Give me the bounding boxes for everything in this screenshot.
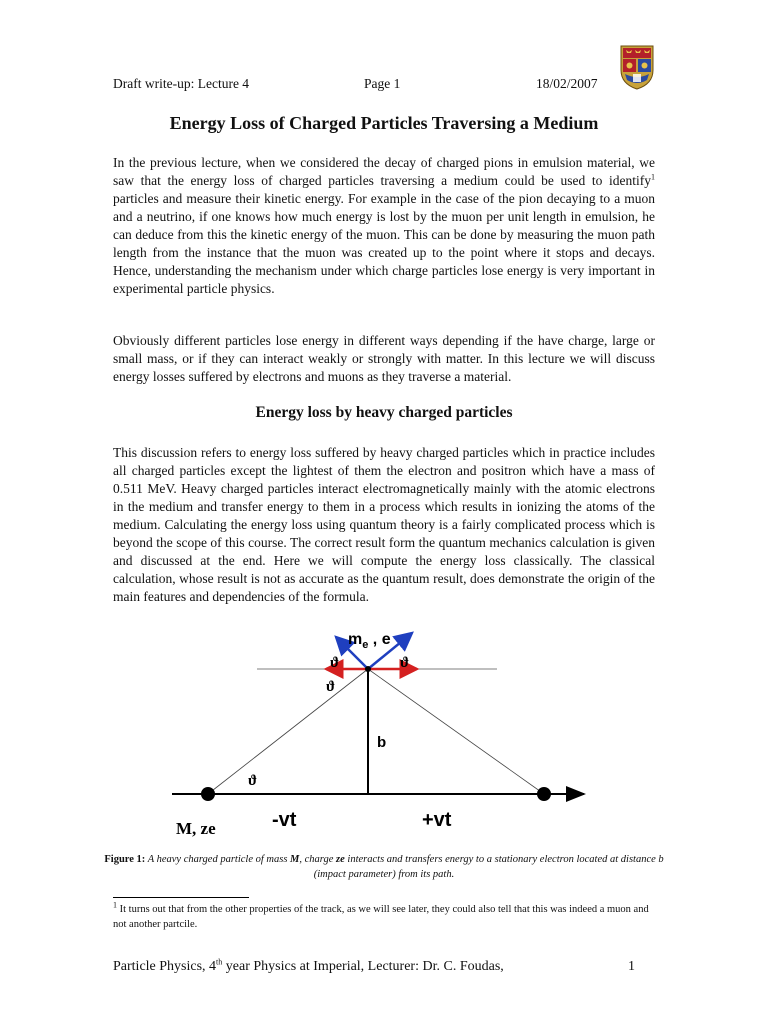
diagonal-left	[208, 669, 368, 794]
footnote-ref: 1	[651, 172, 655, 182]
footnote: $^1$ It turns out that from the other properties of the track, as we will see later, they could also tell that this was indeed a muon and not another partcile.	[113, 900, 649, 930]
header-left: Draft write-up: Lecture 4	[113, 76, 250, 91]
electron-dot	[365, 666, 371, 672]
label-plus-vt: +vt	[422, 809, 452, 831]
label-electron: $m_e$ , e	[348, 631, 391, 651]
theta-label-1: ϑ	[330, 655, 339, 671]
figure-1-diagram	[160, 622, 600, 847]
page-title: Energy Loss of Charged Particles Traversing a Medium	[169, 113, 599, 133]
paragraph-intro: In the previous lecture, when we considered the decay of charged pions in emulsion material, we saw that the energy loss of charged particles traversing a medium could be used to identify$^1$ particles and measure their kinetic energy. For example in the case of the pion decaying to a muon and a neutrino, if one knows how much energy is lost by the muon per unit length in emulsion, he can deduce from this the kinetic energy of the muon. This can be done by measuring the muon path length from the instance that the muon was created up to the point where it stops and decays. Hence, understanding the mechanism under which charge particles lose energy is very important in experimental particle physics.	[113, 155, 655, 296]
theta-label-3: ϑ	[326, 679, 335, 695]
figure-caption: Figure 1: A heavy charged particle of mass M, charge ze interacts and transfers energy to a stationary electron located at distance b (impact parameter) from its path.	[104, 854, 664, 880]
footnote-rule	[113, 897, 249, 898]
section-heading: Energy loss by heavy charged particles	[255, 404, 513, 421]
header-page: Page 1	[364, 76, 401, 91]
heavy-particle-dot	[201, 787, 215, 801]
footer-page-number: 1	[628, 959, 635, 974]
paragraph-heavy-particles: This discussion refers to energy loss suffered by heavy charged particles which in practice includes all charged particles except the lightest of them the electron and positron which have a mass of 0.511 MeV. Heavy charged particles interact electromagnetically mainly with the atomic electrons in the medium and transfer energy to them in a process which results in ionizing the atoms of the medium. Calculating the energy loss using quantum theory is a fairly complicated process which is beyond the scope of this course. The correct result form the quantum mechanics calculation is given and discussed at the end. Here we will compute the energy loss classically. The classical calculation, whose result is not as accurate as the quantum result, does demonstrate the origin of the main features and dependencies of the formula.	[113, 445, 655, 604]
theta-label-4: ϑ	[248, 773, 257, 789]
diagonal-right	[368, 669, 544, 794]
paragraph-overview: Obviously different particles lose energy in different ways depending if the have charge, large or small mass, or if they can interact weakly or strongly with matter. In this lecture we will discuss energy losses suffered by electrons and muons as they traverse a material.	[113, 333, 655, 384]
imperial-crest-logo	[619, 44, 655, 90]
label-heavy-particle: M, ze	[176, 819, 216, 838]
label-minus-vt: -vt	[272, 809, 297, 831]
label-b: b	[377, 734, 387, 751]
header-date: 18/02/2007	[536, 76, 598, 91]
heavy-particle-dot-later	[537, 787, 551, 801]
theta-label-2: ϑ	[400, 655, 409, 671]
footer-course: Particle Physics, 4th year Physics at Imperial, Lecturer: Dr. C. Foudas,	[113, 957, 504, 974]
